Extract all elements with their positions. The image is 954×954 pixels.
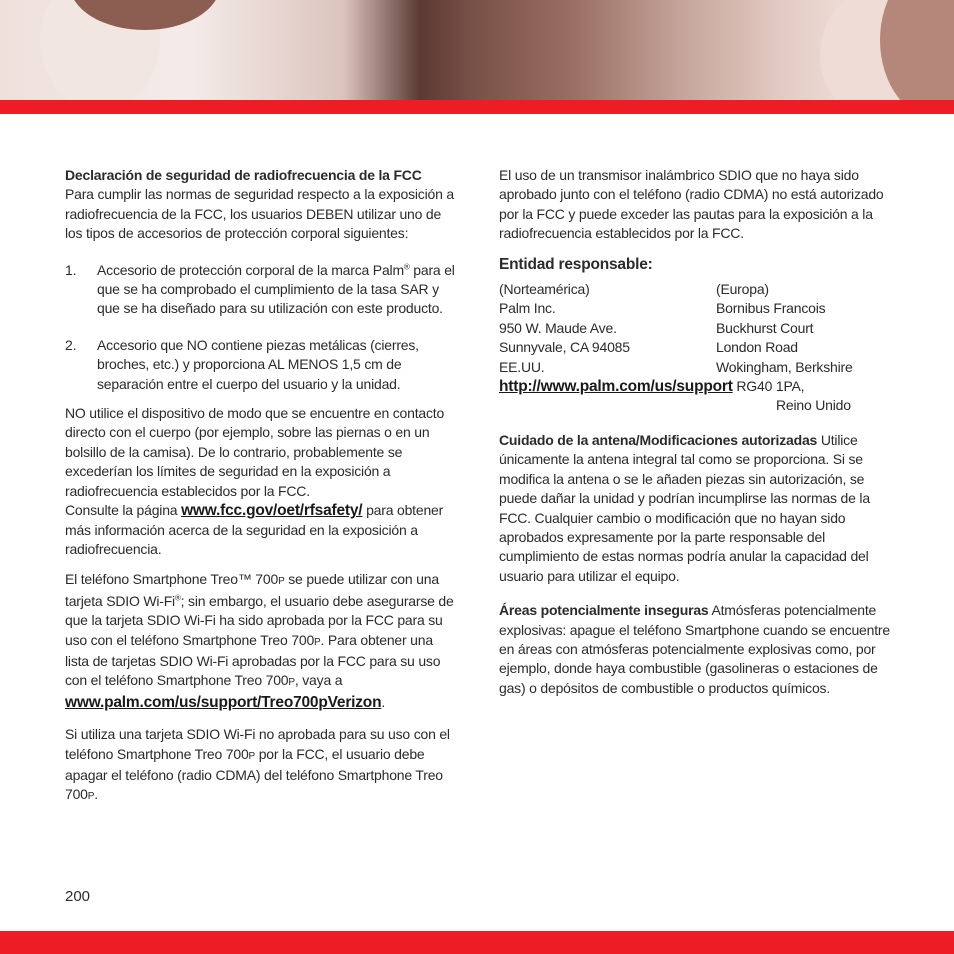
bottom-red-bar: [0, 931, 954, 954]
registered-mark: ®: [174, 593, 181, 603]
address-line: Palm Inc.: [499, 300, 556, 317]
fcc-title: Declaración de seguridad de radiofrecuencia de la FCC: [65, 167, 422, 183]
model-suffix: P: [314, 636, 321, 648]
consult-pre: Consulte la página: [65, 502, 182, 519]
treo-support-link[interactable]: www.palm.com/us/support/Treo700pVerizon: [65, 693, 382, 711]
list-item: [65, 261, 457, 319]
antenna-title: Cuidado de la antena/Modificaciones autorizadas: [499, 431, 818, 448]
address-line: 950 W. Maude Ave.: [499, 319, 617, 336]
top-red-bar: [0, 100, 954, 114]
support-link[interactable]: http://www.palm.com/us/support: [499, 378, 733, 396]
unsafe-text: Atmósferas potencialmente explosivas: apague el teléfono Smartphone cuando se encuentre en áreas con atmósferas potencialmente explosivas como, por ejemplo, donde haya combustible (gasolineras o estaciones de gas) o depósitos de combustible o productos químicos.: [499, 602, 890, 696]
address-eu: [716, 280, 891, 377]
treo-text: , vaya a: [294, 672, 343, 689]
no-use-paragraph: [65, 404, 457, 559]
model-suffix: P: [278, 576, 285, 588]
model-suffix: P: [288, 677, 295, 689]
right-column: [499, 166, 891, 698]
address-line: Buckhurst Court: [716, 319, 814, 336]
consult-post: para obtener más información acerca de la seguridad en la exposición a radiofrecuencia.: [65, 502, 444, 557]
list-text: Accesorio que NO contiene piezas metálicas (cierres, broches, etc.) y proporciona AL MENOS 1,5 cm de separación entre el cuerpo del usuario y la unidad.: [97, 336, 419, 392]
address-line: Wokingham, Berkshire: [716, 358, 853, 375]
unapproved-text: .: [94, 786, 98, 803]
address-na: [499, 280, 716, 377]
address-line: Bornibus Francois: [716, 300, 826, 317]
fcc-intro: Para cumplir las normas de seguridad respecto a la exposición a radiofrecuencia de la FCC, los usuarios DEBEN utilizar uno de los tipos de accesorios de protección corporal siguientes:: [65, 186, 454, 242]
address-line: (Norteamérica): [499, 281, 590, 298]
unsafe-title: Áreas potencialmente inseguras: [499, 602, 709, 619]
list-item: [65, 336, 457, 394]
eu-postcode: RG40 1PA,: [736, 378, 805, 395]
treo-text: se puede utilizar con una tarjeta SDIO Wi-Fi: [65, 571, 439, 609]
unapproved-text: por la FCC, el usuario debe apagar el teléfono (radio CDMA) del teléfono Smartphone Treo 700: [65, 745, 443, 803]
model-suffix: P: [87, 791, 95, 803]
list-number: 2.: [65, 336, 77, 353]
antenna-paragraph: [499, 431, 891, 586]
accessory-list: [65, 261, 457, 394]
treo-text: ; sin embargo, el usuario debe asegurarse de que la tarjeta SDIO Wi-Fi ha sido aprobada por la FCC para su uso con el teléfono Smartphone Treo 700: [65, 592, 454, 648]
sdio-paragraph: El uso de un transmisor inalámbrico SDIO que no haya sido aprobado junto con el teléfono (radio CDMA) no está autorizado por la FCC y puede exceder las pautas para la exposición a la radiofrecuencia establecidos por la FCC.: [499, 167, 884, 242]
treo-text: El teléfono Smartphone Treo™ 700: [65, 571, 279, 588]
support-row: [499, 377, 891, 396]
page-number: 200: [65, 888, 91, 905]
unapproved-text: Si utiliza una tarjeta SDIO Wi-Fi no aprobada para su uso con el teléfono Smartphone Treo 700: [65, 726, 450, 762]
registered-mark: ®: [403, 261, 410, 271]
antenna-text: Utilice únicamente la antena integral tal como se proporciona. Si se modifica la antena o se le añaden piezas sin autorización, se puede dañar la unidad y podrían incumplirse las normas de la FCC. Cualquier cambio o modificación que no hayan sido aprobados expresamente por la parte responsable del cumplimiento de estas normas podría anular la capacidad del usuario para utilizar el equipo.: [499, 431, 870, 584]
left-column: [65, 166, 457, 807]
no-use-text: NO utilice el dispositivo de modo que se encuentre en contacto directo con el cuerpo (por ejemplo, sobre las piernas o en un bolsillo de la camisa). De lo contrario, probablemente se excederían los límites de seguridad en la exposición a radiofrecuencia establecidos por la FCC.: [65, 405, 445, 499]
list-number: 1.: [65, 261, 77, 278]
eu-country: Reino Unido: [776, 397, 851, 414]
treo-paragraph: [65, 570, 457, 712]
treo-text: .: [381, 693, 386, 710]
header-photo: [0, 0, 954, 100]
address-line: EE.UU.: [499, 358, 545, 375]
unsafe-paragraph: [499, 601, 891, 698]
model-suffix: P: [248, 750, 256, 762]
woman-hair-shape: [880, 0, 954, 100]
treo-text: . Para obtener una lista de tarjetas SDIO Wi-Fi aprobadas por la FCC para su uso con el teléfono Smartphone Treo 700: [65, 631, 441, 689]
unapproved-paragraph: [65, 725, 457, 807]
fcc-link[interactable]: www.fcc.gov/oet/rfsafety/: [181, 502, 363, 520]
address-line: London Road: [716, 339, 798, 356]
address-line: (Europa): [716, 281, 769, 298]
address-line: Sunnyvale, CA 94085: [499, 339, 630, 356]
address-table: [499, 280, 891, 377]
list-text: Accesorio de protección corporal de la marca Palm: [97, 261, 404, 278]
list-text-cont: para el que se ha comprobado el cumplimiento de la tasa SAR y que se ha diseñado para su utilización con este producto.: [97, 261, 455, 317]
responsible-title: Entidad responsable:: [499, 255, 653, 273]
